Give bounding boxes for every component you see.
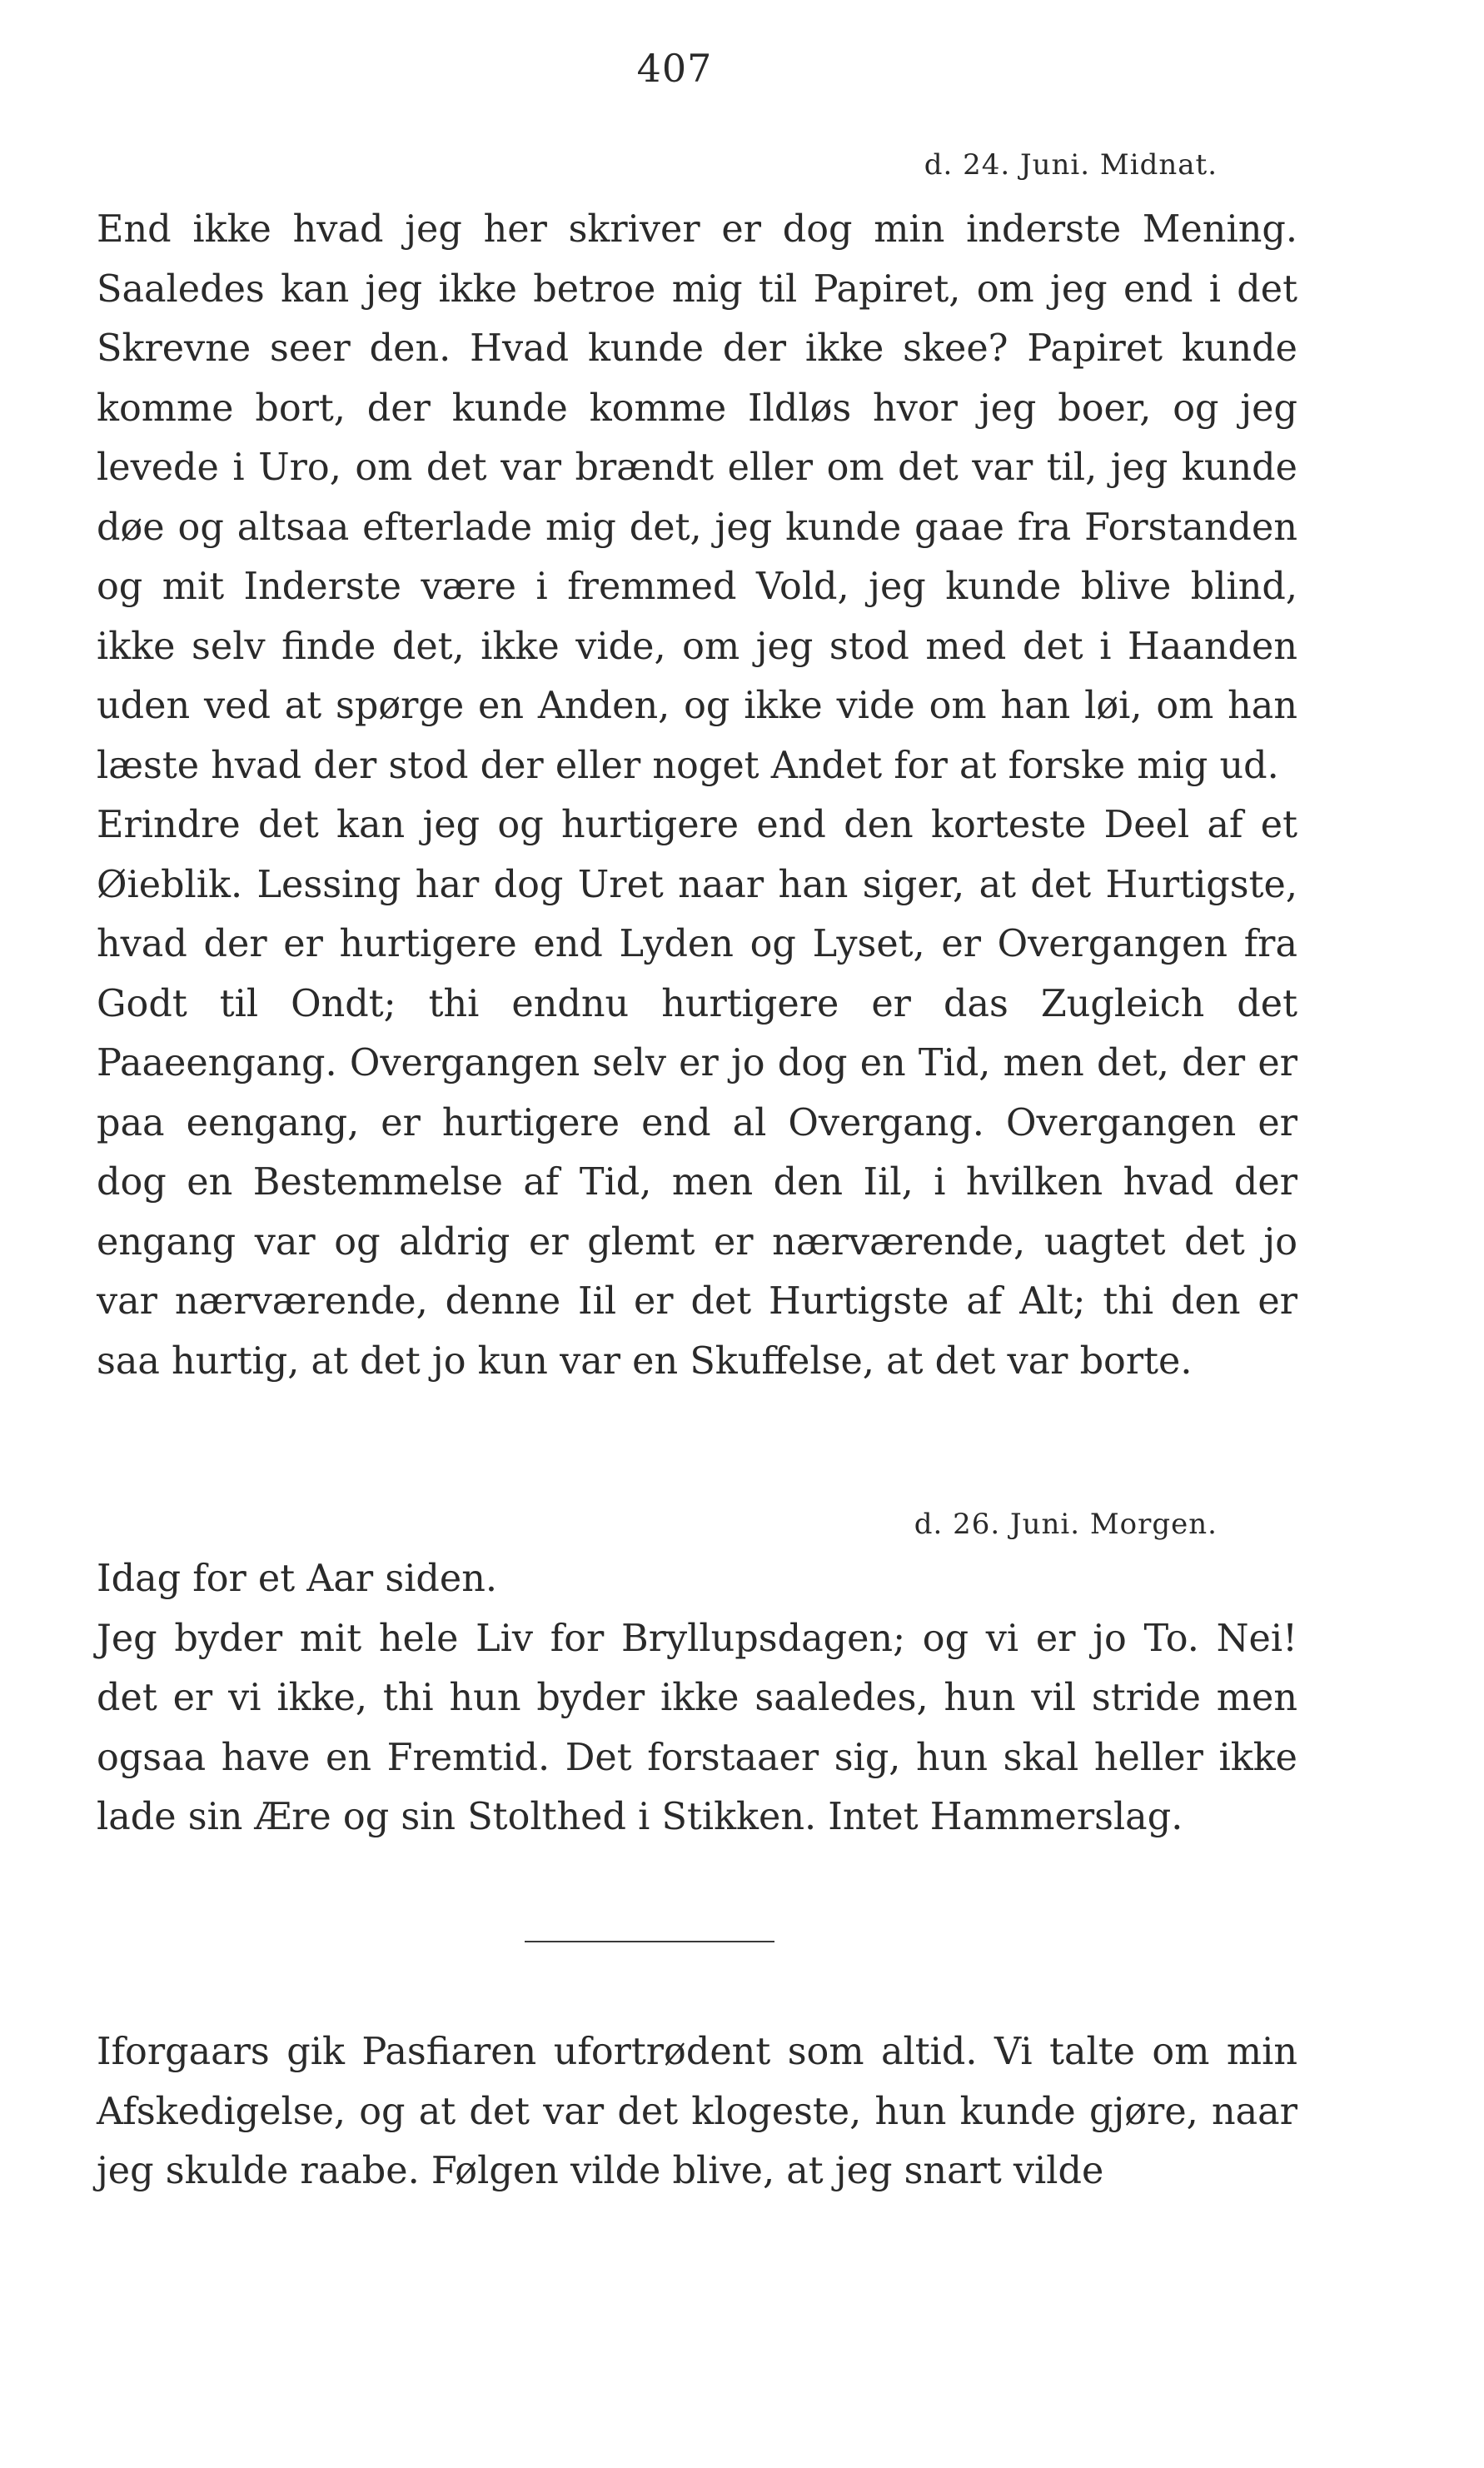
paragraph: Jeg byder mit hele Liv for Bryllupsdagen; og vi er jo To. Nei! det er vi ikke, thi hun byder ikke saaledes, hun vil stride men ogsaa have en Fremtid. Det forstaaer sig, hun skal heller ikke lade sin Ære og sin Stolthed i Stikken. Intet Hammerslag.: [97, 1617, 1297, 1838]
paragraph: Idag for et Aar siden.: [97, 1558, 498, 1600]
entry-dateline: d. 26. Juni. Morgen.: [914, 1508, 1218, 1541]
entry-body: [97, 200, 1297, 1391]
paragraph: End ikke hvad jeg her skriver er dog min inderste Mening. Saaledes kan jeg ikke betroe mig til Papiret, om jeg end i det Skrevne seer den. Hvad kunde der ikke skee? Papiret kunde komme bort, der kunde komme Ildløs hvor jeg boer, og jeg levede i Uro, om det var brændt eller om det var til, jeg kunde døe og altsaa efterlade mig det, jeg kunde gaae fra Forstanden og mit Inderste være i fremmed Vold, jeg kunde blive blind, ikke selv finde det, ikke vide, om jeg stod med det i Haanden uden ved at spørge en Anden, og ikke vide om han løi, om han læste hvad der stod der eller noget Andet for at forske mig ud.: [97, 208, 1297, 787]
page-number: 407: [636, 46, 713, 91]
paragraph: Erindre det kan jeg og hurtigere end den korteste Deel af et Øieblik. Lessing har dog Uret naar han siger, at det Hurtigste, hvad der er hurtigere end Lyden og Lyset, er Overgangen fra Godt til Ondt; thi endnu hurtigere er das Zugleich det Paaeengang. Overgangen selv er jo dog en Tid, men det, der er paa eengang, er hurtigere end al Overgang. Overgangen er dog en Bestemmelse af Tid, men den Iil, i hvilken hvad der engang var og aldrig er glemt er nærværende, uagtet det jo var nærværende, denne Iil er det Hurtigste af Alt; thi den er saa hurtig, at det jo kun var en Skuffelse, at det var borte.: [97, 804, 1297, 1383]
paragraph: Iforgaars gik Pasfiaren ufortrødent som altid. Vi talte om min Afskedigelse, og at det var det klogeste, hun kunde gjøre, naar jeg skulde raabe. Følgen vilde blive, at jeg snart vilde: [97, 2031, 1297, 2192]
entry-dateline: d. 24. Juni. Midnat.: [924, 148, 1218, 182]
entry-body: [97, 2022, 1297, 2201]
section-divider: [525, 1941, 774, 1942]
entry-body: [97, 1549, 1297, 1847]
